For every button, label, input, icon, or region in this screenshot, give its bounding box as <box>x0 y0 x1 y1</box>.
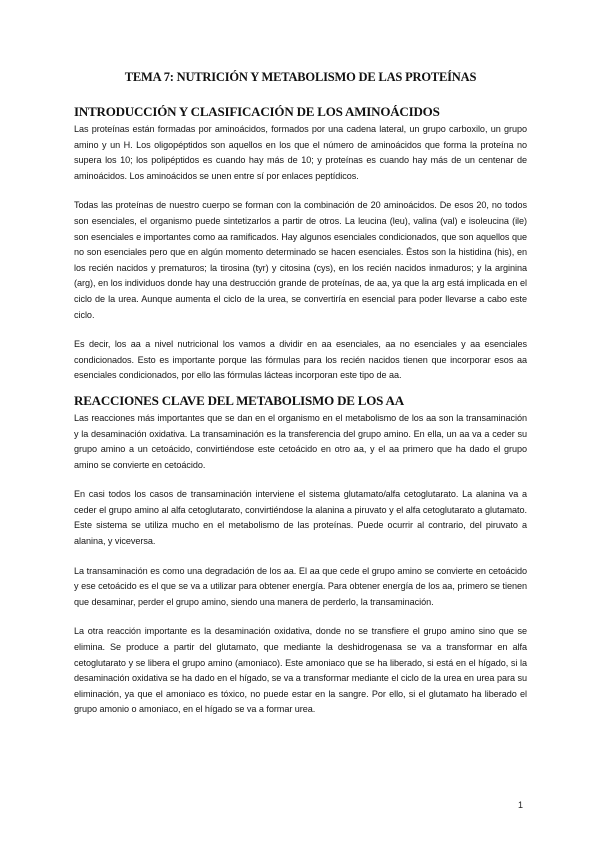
section-spacer <box>74 384 527 393</box>
paragraph: La otra reacción importante es la desaminación oxidativa, donde no se transfiere el grupo amino sino que se elimina. Se produce a partir del glutamato, que mediante la deshidrogenasa se va a transformar en alfa cetoglutarato y se libera el grupo amino (amoniaco). Este amoniaco que se ha liberado, si está en el hígado, si la desaminación oxidativa se ha dado en el hígado, se va a transformar mediante el ciclo de la urea en urea para su eliminación, ya que el amoniaco es tóxico, no puede estar en la sangre. Por ello, si el glutamato ha liberado el grupo amonio o amoniaco, en el hígado se va a formar urea. <box>74 626 527 715</box>
paragraph-spacer <box>74 323 527 337</box>
paragraph: Todas las proteínas de nuestro cuerpo se forman con la combinación de 20 aminoácidos. De esos 20, no todos son esenciales, el organismo puede sintetizarlos a partir de otros. La leucina (leu), valina (val) e isoleucina (ile) son esenciales e importantes como aa ramificados. Hay algunos esenciales condicionados, que son aquellos que no son esenciales pero que en algún momento determinado se hacen esenciales. Éstos son la histidina (his), en los recién nacidos y prematuros; la tirosina (tyr) y citosina (cys), en los recién nacidos inmaduros; y la arginina (arg), en los individuos donde hay una destrucción grande de proteínas, de aa, ya que la arg está implicada en el ciclo de la urea. Aunque aumenta el ciclo de la urea, se convertiría en esencial para poder llevarse a cabo este ciclo. <box>74 200 527 320</box>
paragraph: Las proteínas están formadas por aminoácidos, formados por una cadena lateral, un grupo carboxilo, un grupo amino y un H. Los oligopéptidos son aquellos en los que el número de aminoácidos que forma la proteína no supera los 10; los polipéptidos es cuando hay más de 10; y proteínas es cuando hay más de un centenar de aminoácidos. Los aminoácidos se unen entre sí por enlaces peptídicos. <box>74 124 527 181</box>
paragraph-spacer <box>74 550 527 564</box>
page-number: 1 <box>518 800 524 810</box>
section-heading-reactions: REACCIONES CLAVE DEL METABOLISMO DE LOS AA <box>74 392 404 408</box>
paragraph-spacer <box>74 184 527 198</box>
paragraph: Es decir, los aa a nivel nutricional los vamos a dividir en aa esenciales, aa no esenciales y aa esenciales condicionados. Esto es importante porque las fórmulas para los recién nacidos tienen que incorporar esos aa esenciales condicionados, por ello las fórmulas lácteas incorporan este tipo de aa. <box>74 339 527 381</box>
page-content <box>74 70 527 718</box>
paragraph: En casi todos los casos de transaminación interviene el sistema glutamato/alfa cetoglutarato. La alanina va a ceder el grupo amino al alfa cetoglutarato, convirtiéndose la alanina a piruvato y el alfa cetoglutarato a glutamato. Este sistema se utiliza mucho en el metabolismo de las proteínas. Puede ocurrir al contrario, del piruvato a alanina, y viceversa. <box>74 489 527 547</box>
page-title: TEMA 7: NUTRICIÓN Y METABOLISMO DE LAS PROTEÍNAS <box>124 70 477 84</box>
paragraph-spacer <box>74 473 527 487</box>
paragraph-spacer <box>74 610 527 624</box>
paragraph: La transaminación es como una degradación de los aa. El aa que cede el grupo amino se convierte en cetoácido y ese cetoácido es el que se va a utilizar para obtener energía. Para obtener energía de los aa, primero se tienen que desaminar, perder el grupo amino, siendo una manera de perderlo, la transaminación. <box>74 565 527 607</box>
section-heading-introduction: INTRODUCCIÓN Y CLASIFICACIÓN DE LOS AMINOÁCIDOS <box>74 104 440 119</box>
paragraph: Las reacciones más importantes que se dan en el organismo en el metabolismo de los aa son la transaminación y la desaminación oxidativa. La transaminación es la transferencia del grupo amino. En ella, un aa va a ceder su grupo amino a un cetoácido, convirtiéndose este cetoácido en otro aa, y el aa primero que ha dado el grupo amino se convierte en cetoácido. <box>74 412 527 470</box>
